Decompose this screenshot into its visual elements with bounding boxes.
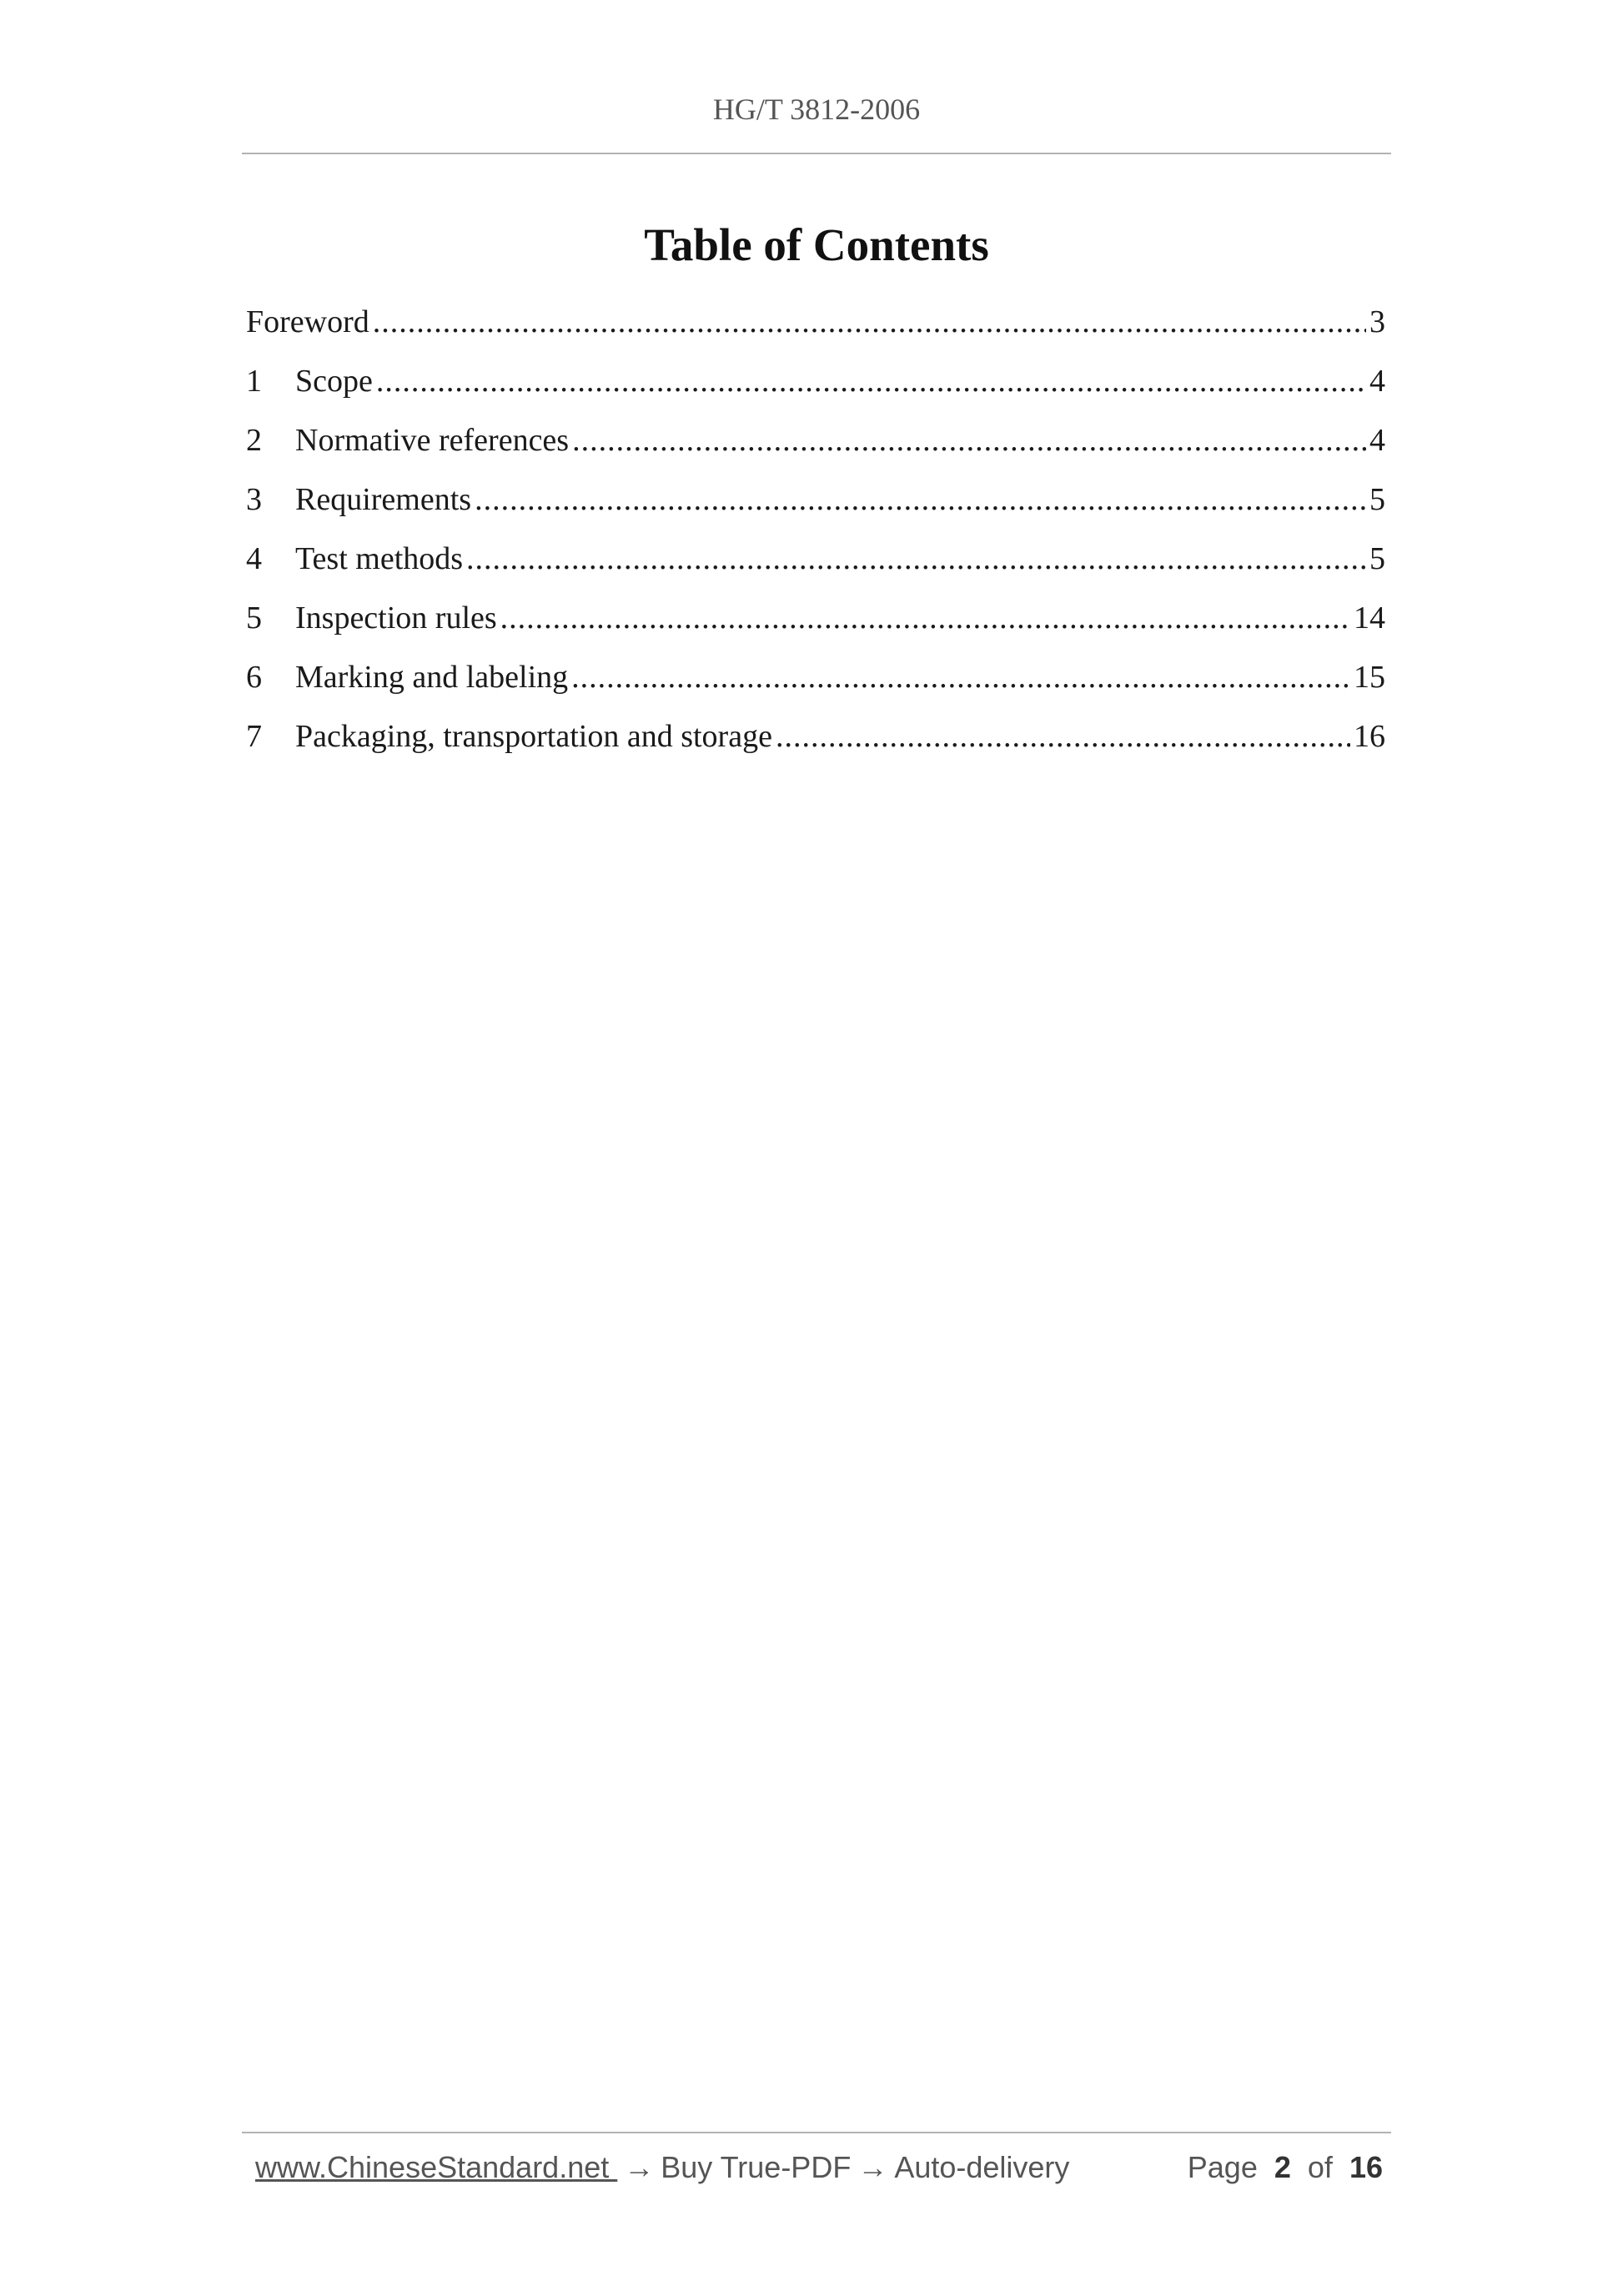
toc-dot-leader	[500, 600, 1350, 636]
toc-entry-normative-references[interactable]	[246, 422, 1385, 481]
toc-dot-leader	[475, 481, 1366, 518]
running-header: HG/T 3812-2006	[712, 93, 921, 126]
toc-dot-leader	[376, 363, 1366, 399]
toc-title: Table of Contents	[644, 219, 989, 270]
toc-entry-packaging[interactable]	[246, 718, 1385, 777]
toc-entry-page: 4	[1369, 364, 1385, 399]
buy-true-pdf-text: Buy True-PDF	[661, 2150, 852, 2184]
toc-entry-foreword[interactable]	[246, 304, 1385, 363]
toc-entry-page: 16	[1354, 719, 1385, 754]
toc-dot-leader	[373, 304, 1366, 340]
toc-dot-leader	[466, 540, 1366, 577]
toc-entry-label: Packaging, transportation and storage	[295, 719, 772, 754]
arrow-right-icon: →	[857, 2150, 888, 2184]
toc-dot-leader	[572, 422, 1366, 459]
toc-dot-leader	[571, 659, 1350, 696]
toc-entry-page: 14	[1354, 600, 1385, 636]
auto-delivery-text: Auto-delivery	[894, 2150, 1070, 2184]
toc-entry-number: 4	[246, 541, 262, 576]
toc-entry-requirements[interactable]	[246, 481, 1385, 540]
page-word: Page	[1187, 2150, 1258, 2184]
toc-entry-label: Scope	[295, 364, 373, 399]
toc-entry-number: 6	[246, 660, 262, 695]
footer-promo	[255, 2150, 1069, 2185]
page-indicator	[1188, 2150, 1383, 2185]
toc-entry-marking-and-labeling[interactable]	[246, 659, 1385, 718]
toc-entry-page: 5	[1369, 541, 1385, 576]
toc-entry-scope[interactable]	[246, 363, 1385, 422]
current-page-number: 2	[1274, 2150, 1291, 2184]
toc-entry-page: 5	[1369, 482, 1385, 517]
footer-divider	[242, 2132, 1391, 2133]
toc-entry-label: Normative references	[295, 423, 570, 458]
total-page-count: 16	[1349, 2150, 1383, 2184]
site-link[interactable]: www.ChineseStandard.net	[255, 2150, 618, 2184]
toc-entry-number: 1	[246, 364, 262, 399]
toc-entry-label: Foreword	[246, 304, 369, 339]
toc-entry-label: Test methods	[295, 541, 464, 576]
toc-entry-page: 3	[1369, 304, 1385, 339]
toc-entry-number: 2	[246, 423, 262, 458]
toc-list	[246, 304, 1385, 777]
toc-entry-inspection-rules[interactable]	[246, 600, 1385, 659]
toc-entry-number: 3	[246, 482, 262, 517]
toc-entry-test-methods[interactable]	[246, 540, 1385, 600]
toc-entry-number: 7	[246, 719, 262, 754]
of-word: of	[1307, 2150, 1333, 2184]
arrow-right-icon: →	[624, 2150, 655, 2184]
header-divider	[242, 153, 1391, 154]
toc-entry-page: 4	[1369, 423, 1385, 458]
toc-dot-leader	[776, 718, 1350, 755]
toc-entry-label: Requirements	[295, 482, 472, 517]
toc-entry-label: Marking and labeling	[295, 660, 569, 695]
page-footer	[255, 2150, 1383, 2192]
toc-entry-label: Inspection rules	[295, 600, 497, 636]
toc-entry-number: 5	[246, 600, 262, 636]
toc-entry-page: 15	[1354, 660, 1385, 695]
